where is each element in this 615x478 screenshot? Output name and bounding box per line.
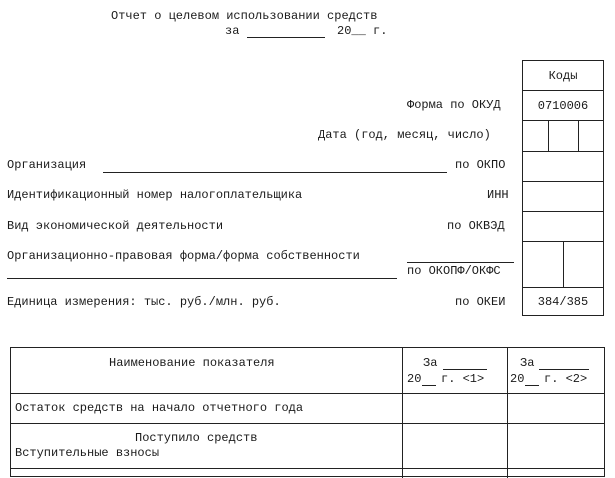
taxpayer-label: Идентификационный номер налогоплательщика — [7, 188, 303, 202]
col2-blank[interactable] — [539, 369, 589, 370]
okud-label: Форма по ОКУД — [407, 98, 501, 112]
organization-field[interactable] — [103, 172, 447, 173]
date-cell-divider — [578, 120, 579, 151]
okei-code-value: 384/385 — [537, 295, 589, 309]
organization-label: Организация — [7, 158, 87, 172]
col1-header-suffix: г. <1> — [441, 372, 485, 386]
table-col-divider — [507, 348, 508, 478]
table-row-label: Вступительные взносы — [15, 446, 160, 460]
col-name-header: Наименование показателя — [109, 356, 275, 370]
okved-label: по ОКВЭД — [447, 219, 505, 233]
inn-label: ИНН — [487, 188, 509, 202]
table-section-label: Поступило средств — [135, 431, 258, 445]
legal-form-field[interactable] — [407, 262, 514, 263]
codes-divider — [523, 120, 603, 121]
activity-label: Вид экономической деятельности — [7, 219, 224, 233]
table-col-divider — [402, 348, 403, 478]
table-row-divider — [11, 393, 604, 394]
table-row-divider — [11, 423, 604, 424]
codes-divider — [523, 287, 603, 288]
date-label: Дата (год, месяц, число) — [318, 128, 491, 142]
col1-header-line1: За — [423, 356, 438, 370]
okpo-label: по ОКПО — [455, 158, 506, 172]
okopf-cell-divider — [563, 241, 564, 287]
funds-table — [10, 347, 605, 477]
codes-divider — [523, 211, 603, 212]
codes-divider — [523, 181, 603, 182]
col2-header-line1: За — [520, 356, 535, 370]
codes-column — [522, 60, 604, 316]
col1-blank[interactable] — [443, 369, 487, 370]
codes-divider — [523, 151, 603, 152]
period-year: 20__ г. — [337, 24, 388, 38]
okopf-label: по ОКОПФ/ОКФС — [407, 264, 501, 278]
date-cell-divider — [548, 120, 549, 151]
col2-header-suffix: г. <2> — [544, 372, 588, 386]
col2-header-prefix: 20 — [510, 372, 525, 386]
unit-label: Единица измерения: тыс. руб./млн. руб. — [7, 295, 281, 309]
legal-form-label: Организационно-правовая форма/форма собственности — [7, 249, 360, 263]
col1-year-blank[interactable] — [422, 385, 436, 386]
okud-code-value: 0710006 — [537, 99, 589, 113]
period-blank[interactable] — [247, 37, 325, 38]
col2-year-blank[interactable] — [525, 385, 539, 386]
table-row-divider — [11, 468, 604, 469]
col1-header-prefix: 20 — [407, 372, 422, 386]
codes-divider — [523, 90, 603, 91]
period-prefix: за — [225, 24, 240, 38]
table-row-label: Остаток средств на начало отчетного года — [15, 401, 304, 415]
legal-form-field-2[interactable] — [7, 278, 397, 279]
okei-label: по ОКЕИ — [455, 295, 506, 309]
codes-header: Коды — [548, 69, 578, 83]
report-title: Отчет о целевом использовании средств — [111, 9, 378, 23]
